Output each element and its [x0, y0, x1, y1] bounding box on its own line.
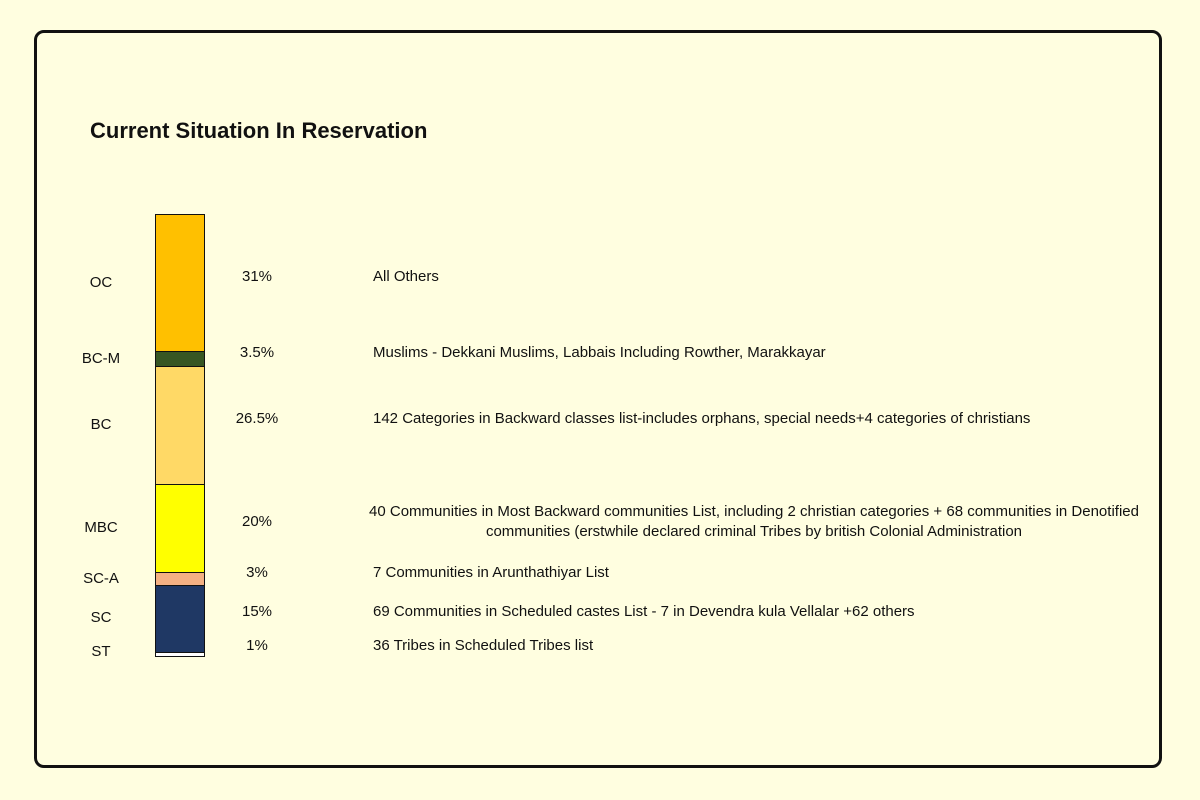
bar-segment-mbc [155, 484, 205, 574]
category-label-bc: BC [90, 416, 112, 434]
value-label-sc: 15% [241, 603, 273, 621]
bar-segment-bc-m [155, 351, 205, 368]
category-label-sc-a: SC-A [83, 569, 119, 587]
value-label-bc: 26.5% [235, 410, 279, 428]
description-sc-a: 7 Communities in Arunthathiyar List [373, 563, 609, 581]
stacked-bar [155, 214, 207, 656]
category-label-mbc: MBC [84, 518, 118, 536]
value-label-sc-a: 3% [246, 563, 268, 581]
value-label-mbc: 20% [241, 512, 273, 530]
bar-segment-bc [155, 366, 205, 485]
category-label-st: ST [91, 642, 111, 660]
value-label-st: 1% [246, 636, 268, 654]
category-label-bc-m: BC-M [81, 349, 121, 367]
value-label-bc-m: 3.5% [239, 343, 275, 361]
chart-title: Current Situation In Reservation [90, 118, 428, 143]
category-label-oc: OC [89, 273, 113, 291]
description-st: 36 Tribes in Scheduled Tribes list [373, 636, 594, 654]
description-bc: 142 Categories in Backward classes list-includes orphans, special needs+4 categories of christians [373, 410, 1031, 428]
category-label-sc: SC [90, 609, 112, 627]
description-mbc: 40 Communities in Most Backward communities List, including 2 christian categories + 68 communities in Denotified communities (erstwhile declared criminal Tribes by british Colonial Administration [369, 502, 1139, 540]
bar-segment-oc [155, 214, 205, 353]
bar-segment-st [155, 652, 205, 658]
bar-segment-sc [155, 585, 205, 653]
description-sc: 69 Communities in Scheduled castes List - 7 in Devendra kula Vellalar +62 others [373, 603, 915, 621]
description-oc: All Others [373, 267, 439, 285]
value-label-oc: 31% [241, 267, 273, 285]
description-bc-m: Muslims - Dekkani Muslims, Labbais Including Rowther, Marakkayar [373, 343, 826, 361]
